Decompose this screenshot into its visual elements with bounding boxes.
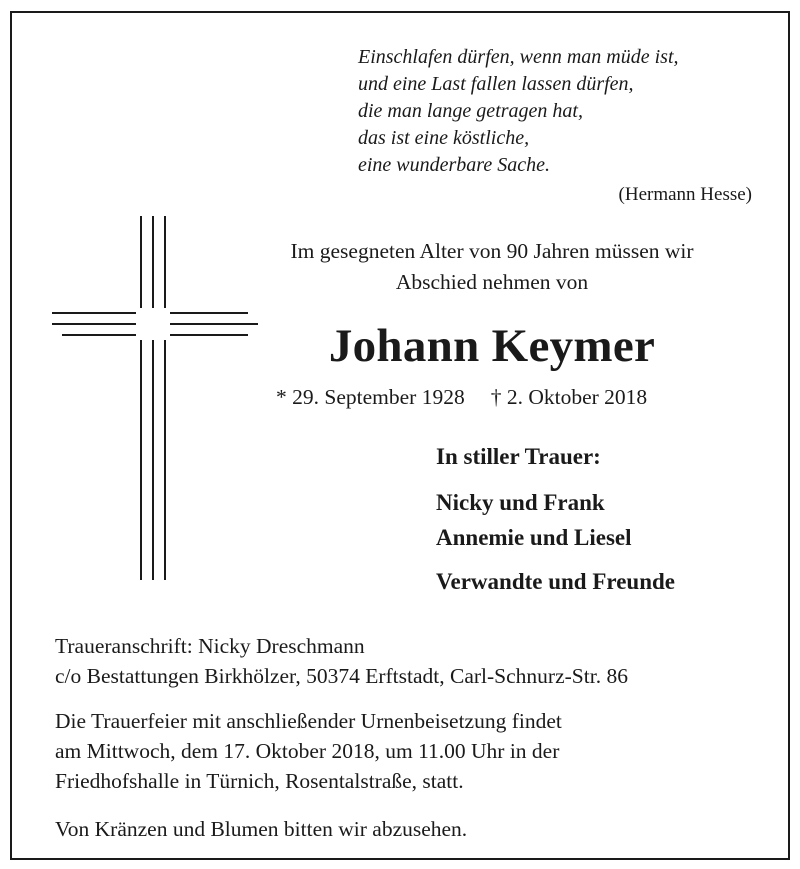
poem-line: und eine Last fallen lassen dürfen, (358, 73, 634, 95)
address-block (55, 631, 628, 691)
birth-date: * 29. September 1928 (276, 385, 465, 409)
cross-icon (52, 216, 258, 580)
mourners-heading: In stiller Trauer: (436, 444, 601, 469)
poem-line: das ist eine köstliche, (358, 127, 530, 149)
mourner-name: Nicky und Frank (436, 490, 605, 515)
intro-line: Im gesegneten Alter von 90 Jahren müssen wir (290, 239, 694, 263)
poem (358, 44, 679, 179)
intro-line: Abschied nehmen von (395, 270, 589, 294)
poem-author: (Hermann Hesse) (618, 184, 752, 205)
ceremony-line: am Mittwoch, dem 17. Oktober 2018, um 11.00 Uhr in der (55, 739, 560, 763)
poem-line: Einschlafen dürfen, wenn man müde ist, (358, 46, 679, 68)
ceremony-line: Die Trauerfeier mit anschließender Urnenbeisetzung findet (55, 709, 562, 733)
mourner-name: Verwandte und Freunde (436, 569, 675, 594)
address-line: c/o Bestattungen Birkhölzer, 50374 Erftstadt, Carl-Schnurz-Str. 86 (55, 664, 628, 688)
address-line: Traueranschrift: Nicky Dreschmann (55, 634, 365, 658)
poem-line: die man lange getragen hat, (358, 100, 583, 122)
deceased-name: Johann Keymer (328, 320, 656, 372)
poem-line: eine wunderbare Sache. (358, 154, 550, 176)
life-dates (276, 382, 647, 412)
ceremony-line: Friedhofshalle in Türnich, Rosentalstraße, statt. (55, 769, 464, 793)
intro-text (238, 236, 746, 298)
closing-note: Von Kränzen und Blumen bitten wir abzusehen. (55, 817, 468, 841)
mourner-name: Annemie und Liesel (436, 525, 632, 550)
ceremony-block (55, 706, 562, 796)
death-date: † 2. Oktober 2018 (490, 385, 648, 409)
